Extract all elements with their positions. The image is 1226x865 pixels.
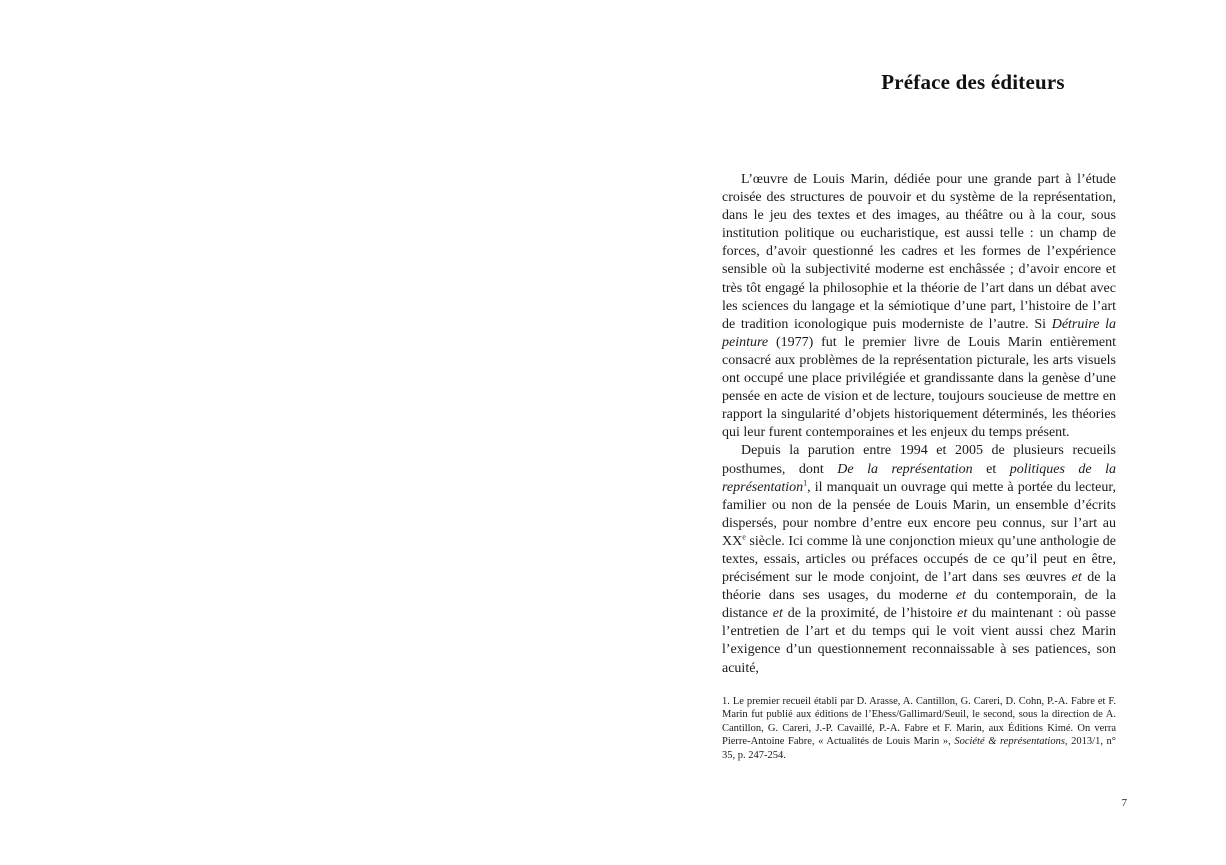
body-paragraph: L’œuvre de Louis Marin, dédiée pour une grande part à l’étude croisée des structures de pouvoir et du système de la représentation, dans le jeu des textes et des images, au théâtre ou à la cour, sous institution politique ou eucharistique, est aussi telle : un champ de forces, d’avoir questionné les cadres et les formes de l’expérience sensible où la subjectivité moderne est enchâssée ; d’avoir encore et très tôt engagé la philosophie et la théorie de l’art dans un débat avec les sciences du langage et la sémiotique d’une part, l’histoire de l’art de tradition iconologique puis moderniste de l’autre. Si Détruire la peinture (1977) fut le premier livre de Louis Marin entièrement consacré aux problèmes de la représentation picturale, les arts visuels ont occupé une place privilégiée et grandissante dans la genèse d’une pensée en acte de vision et de lecture, toujours soucieuse de mettre en rapport la singularité d’objets historiquement déterminés, les théories qui leur furent contemporaines et les enjeux du temps présent.	[722, 172, 1116, 441]
italic-text: Détruire la peinture	[722, 316, 1116, 350]
footnote: 1. Le premier recueil établi par D. Arasse, A. Cantillon, G. Careri, D. Cohn, P.-A. Fabre et F. Marin fut publié aux éditions de l’Ehess/Gallimard/Seuil, le second, sous la direction de A. Cantillon, G. Careri, J.-P. Cavaillé, P.-A. Fabre et F. Marin, aux Éditions Kimé. On verra Pierre-Antoine Fabre, « Actualités de Louis Marin », Société & représentations, 2013/1, n° 35, p. 247-254.	[722, 696, 1116, 761]
right-page	[613, 0, 1226, 865]
italic-text: politiques de la représentation	[722, 461, 1117, 495]
chapter-title: Préface des éditeurs	[881, 70, 1065, 94]
body-text	[722, 171, 1116, 678]
page-number: 7	[1121, 797, 1127, 809]
italic-text: et	[955, 588, 966, 604]
italic-text: De la représentation	[837, 461, 973, 477]
italic-text: et	[957, 606, 968, 622]
body-paragraph: Depuis la parution entre 1994 et 2005 de plusieurs recueils posthumes, dont De la représentation et politiques de la représentation$^1$, il manquait un ouvrage qui mette à portée du lecteur, familier ou non de la pensée de Louis Marin, un ensemble d’écrits dispersés, pour nombre d’entre eux encore peu connus, sur l’art au XXe siècle. Ici comme là une conjonction mieux qu’une anthologie de textes, essais, articles ou préfaces occupés de ce qu’il peut en être, précisément sur le mode conjoint, de l’art dans ses œuvres et de la théorie dans ses usages, du moderne et du contemporain, de la distance et de la proximité, de l’histoire et du maintenant : où passe l’entretien de l’art et du temps qui le voit vient aussi chez Marin l’exigence d’un questionnement reconnaissable à ses patiences, son acuité,	[722, 443, 1117, 676]
superscript: 1	[803, 477, 808, 487]
italic-text: et	[1071, 570, 1082, 586]
italic-text: Société & représentations,	[954, 736, 1068, 748]
italic-text: et	[772, 606, 783, 622]
superscript: e	[742, 532, 746, 542]
